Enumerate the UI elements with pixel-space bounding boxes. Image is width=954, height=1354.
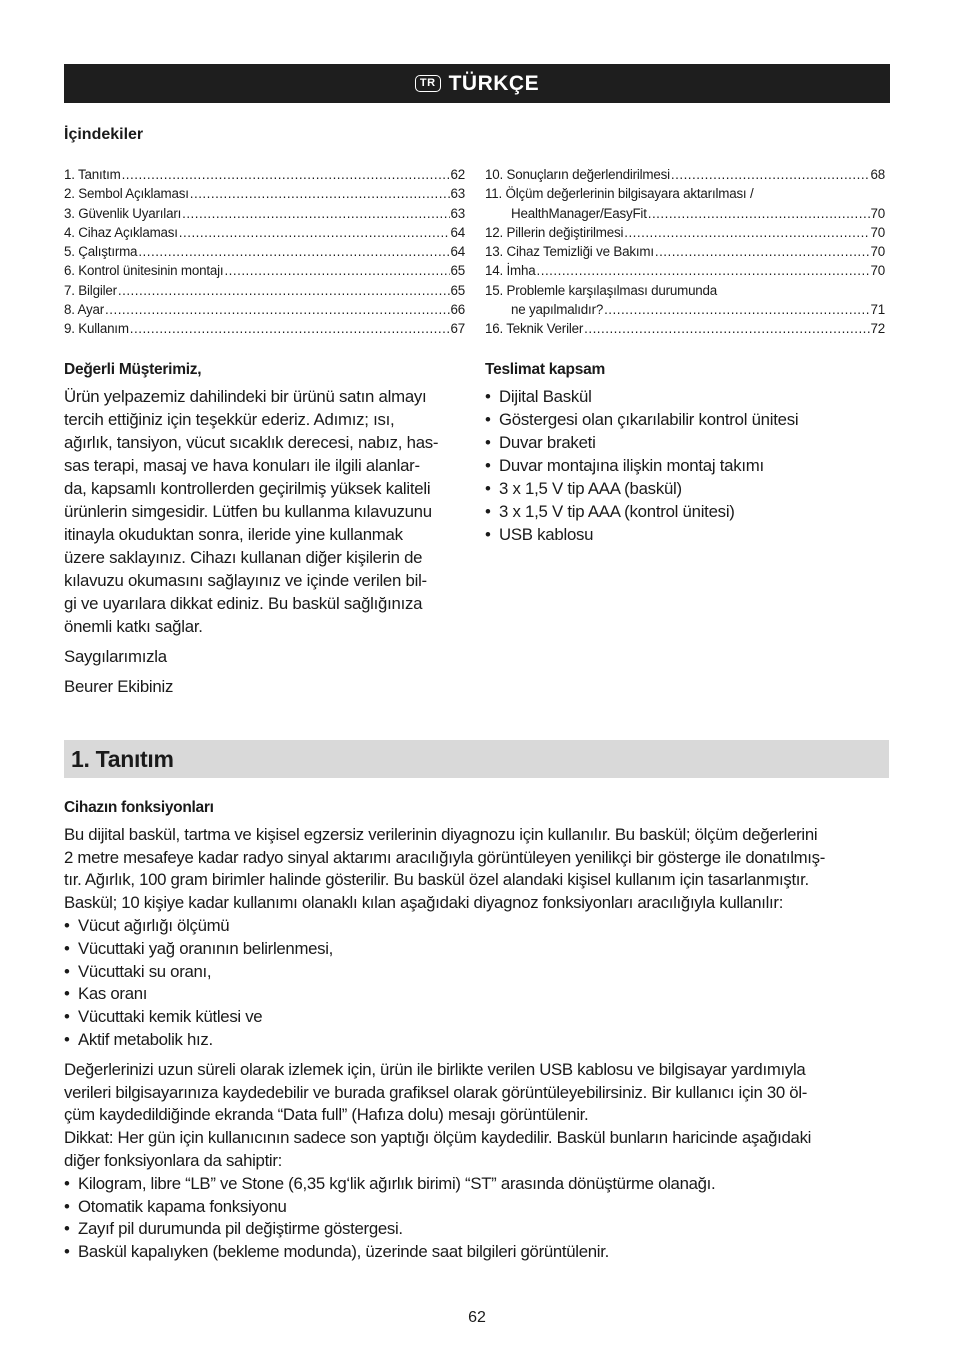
list-item: • Vücut ağırlığı ölçümü — [64, 915, 230, 935]
toc-entry[interactable]: 5. Çalıştırma ..... 64 — [64, 242, 465, 261]
text-line: çüm kaydedildiğinde ekranda “Data full” (Hafıza dolu) mesajı görüntülenir. — [64, 1105, 589, 1125]
list-item: • 3 x 1,5 V tip AAA (kontrol ünitesi) — [485, 502, 735, 521]
text-line: kılavuzu okumasını sağlayınız ve içinde verilen bil- — [64, 571, 427, 590]
text-line: Bu dijital baskül, tartma ve kişisel egzersiz verilerinin diyagnozu için kullanılır. Bu baskül; ölçüm değerlerini — [64, 824, 818, 844]
delivery-heading: Teslimat kapsam — [485, 361, 606, 378]
text-line: da, kapsamlı kontrollerden geçirilmiş yüksek kaliteli — [64, 479, 431, 498]
toc-entry[interactable]: 16. Teknik Veriler ..... 72 — [485, 319, 885, 338]
greeting-paragraph — [64, 385, 466, 638]
toc-left-column — [64, 165, 465, 339]
language-code-badge: TR — [415, 75, 441, 92]
list-item: • Vücuttaki kemik kütlesi ve — [64, 1007, 263, 1027]
list-item: • Baskül kapalıyken (bekleme modunda), üzerinde saat bilgileri görüntülenir. — [64, 1242, 609, 1262]
signature-text: Beurer Ekibiniz — [64, 677, 174, 696]
text-line: tır. Ağırlık, 100 gram birimler halinde gösterilir. Bu baskül özel alandaki kişisel kullanım için tasarlanmıştır. — [64, 870, 809, 890]
section-title: 1. Tanıtım — [71, 745, 174, 772]
text-line: Dikkat: Her gün için kullanıcının sadece son yaptığı ölçüm kaydedilir. Baskül bunların haricinde aşağıdaki — [64, 1128, 812, 1148]
toc-entry[interactable]: 6. Kontrol ünitesinin montajı ..... 65 — [64, 261, 465, 280]
language-title: TÜRKÇE — [448, 71, 540, 95]
list-item: • 3 x 1,5 V tip AAA (baskül) — [485, 479, 682, 498]
list-item: • Otomatik kapama fonksiyonu — [64, 1196, 287, 1216]
text-line: Değerlerinizi uzun süreli olarak izlemek için, ürün ile birlikte verilen USB kablosu ve bilgisayar yardımıyla — [64, 1059, 806, 1079]
toc-entry[interactable]: 10. Sonuçların değerlendirilmesi ..... 68 — [485, 165, 885, 184]
list-item: • Vücuttaki su oranı, — [64, 961, 212, 981]
greeting-heading: Değerli Müşterimiz, — [64, 361, 202, 378]
text-line: üzere saklayınız. Cihazı kullanan diğer kişilerin de — [64, 548, 423, 567]
section-header-bar — [64, 740, 889, 778]
list-item: • Dijital Baskül — [485, 387, 592, 406]
list-item: • Kas oranı — [64, 984, 148, 1004]
toc-entry-line[interactable]: 11. Ölçüm değerlerinin bilgisayara aktarılması / — [485, 186, 754, 202]
text-line: Ürün yelpazemiz dahilindeki bir ürünü satın almayı — [64, 387, 427, 406]
page-number: 62 — [468, 1309, 486, 1326]
toc-heading: İçindekiler — [64, 126, 144, 143]
toc-entry[interactable]: 12. Pillerin değiştirilmesi ..... 70 — [485, 223, 885, 242]
functions-heading: Cihazın fonksiyonları — [64, 799, 214, 816]
section-body — [64, 797, 890, 1264]
text-line: 2 metre mesafeye kadar radyo sinyal aktarımı aracılığıyla görüntüleyen yenilikçi bir gösterge ile donatılmış- — [64, 847, 826, 867]
toc-entry[interactable]: 3. Güvenlik Uyarıları ..... 63 — [64, 204, 465, 223]
list-item: • Duvar montajına ilişkin montaj takımı — [485, 456, 764, 475]
toc-entry[interactable]: 14. İmha ..... 70 — [485, 261, 885, 280]
toc-entry[interactable]: 4. Cihaz Açıklaması ..... 64 — [64, 223, 465, 242]
text-line: ağırlık, tansiyon, vücut sıcaklık derecesi, nabız, has- — [64, 433, 439, 452]
list-item: • Aktif metabolik hız. — [64, 1029, 213, 1049]
text-line: ürünlerin simgesidir. Lütfen bu kullanma kılavuzunu — [64, 502, 432, 521]
closing-text: Saygılarımızla — [64, 647, 167, 666]
toc-entry[interactable]: 13. Cihaz Temizliği ve Bakımı ..... 70 — [485, 242, 885, 261]
list-item: • Kilogram, libre “LB” ve Stone (6,35 kg‘lik ağırlık birimi) “ST” arasında dönüştürme olanağı. — [64, 1173, 716, 1193]
text-line: sas terapi, masaj ve hava konuları ile ilgili alanlar- — [64, 456, 420, 475]
list-item: • Duvar braketi — [485, 433, 596, 452]
text-line: tercih ettiğiniz için teşekkür ederiz. Adımız; ısı, — [64, 410, 395, 429]
text-line: itinayla okuduktan sonra, ileride yine kullanmak — [64, 525, 403, 544]
toc-entry[interactable]: 2. Sembol Açıklaması ..... 63 — [64, 184, 465, 203]
greeting-column — [64, 358, 466, 698]
toc-entry[interactable]: 9. Kullanım ..... 67 — [64, 319, 465, 338]
toc-entry[interactable]: ne yapılmalıdır? ..... 71 — [485, 300, 885, 319]
toc-entry[interactable]: HealthManager/EasyFit ..... 70 — [485, 204, 885, 223]
toc-entry[interactable]: 8. Ayar ..... 66 — [64, 300, 465, 319]
text-line: Baskül; 10 kişiye kadar kullanımı olanaklı kılan aşağıdaki diyagnoz fonksiyonları aracılığıyla kullanılır: — [64, 893, 784, 913]
text-line: gi ve uyarılara dikkat ediniz. Bu baskül sağlığınıza — [64, 594, 423, 613]
language-header-bar — [64, 64, 890, 103]
toc-entry-line[interactable]: 15. Problemle karşılaşılması durumunda — [485, 282, 718, 298]
toc-right-column — [485, 165, 885, 339]
text-line: verileri bilgisayarınıza kaydedebilir ve burada grafiksel olarak görüntüleyebilirsiniz. Bir kullanıcı için 30 öl- — [64, 1082, 808, 1102]
text-line: diğer fonksiyonlara da sahiptir: — [64, 1150, 283, 1170]
list-item: • Göstergesi olan çıkarılabilir kontrol ünitesi — [485, 410, 799, 429]
list-item: • USB kablosu — [485, 525, 594, 544]
text-line: önemli katkı sağlar. — [64, 617, 203, 636]
list-item: • Zayıf pil durumunda pil değiştirme göstergesi. — [64, 1219, 403, 1239]
toc-entry[interactable]: 7. Bilgiler ..... 65 — [64, 281, 465, 300]
toc-entry[interactable]: 1. Tanıtım ..... 62 — [64, 165, 465, 184]
delivery-column — [485, 358, 885, 546]
list-item: • Vücuttaki yağ oranının belirlenmesi, — [64, 938, 334, 958]
